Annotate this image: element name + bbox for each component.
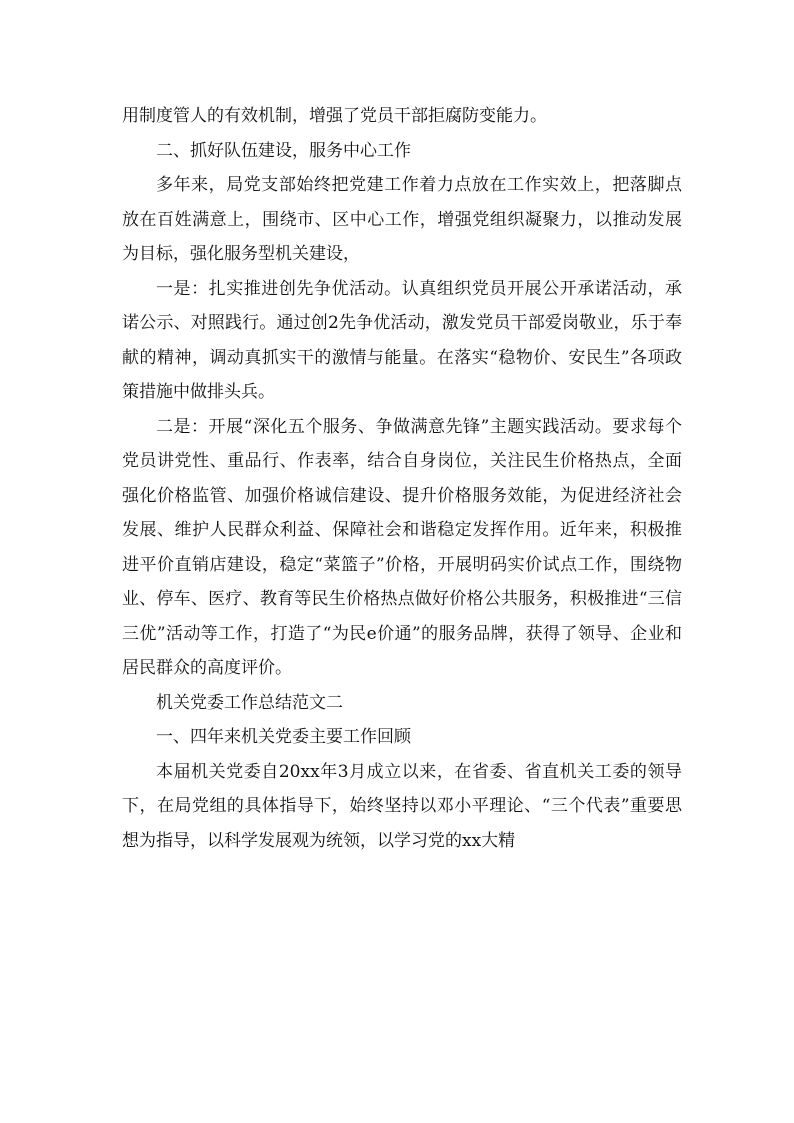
paragraph-point-one: 一是：扎实推进创先争优活动。认真组织党员开展公开承诺活动，承诺公示、对照践行。通过创2先争优活动，激发党员干部爱岗敬业，乐于奉献的精神，调动真抓实干的激情与能量。在落实“稳物价、安民生”各项政策措施中做排头兵。 [122,278,682,402]
document-subtitle: 机关党委工作总结范文二 [156,692,343,713]
paragraph-years-work: 多年来，局党支部始终把党建工作着力点放在工作实效上，把落脚点放在百姓满意上，围绕市、区中心工作，增强党组织凝聚力，以推动发展为目标，强化服务型机关建设， [122,175,682,264]
paragraph-intro: 本届机关党委自20xx年3月成立以来，在省委、省直机关工委的领导下，在局党组的具体指导下，始终坚持以邓小平理论、“三个代表”重要思想为指导，以科学发展观为统领，以学习党的xx大精 [122,761,682,851]
section-heading-team-building: 二、抓好队伍建设，服务中心工作 [156,140,411,161]
document-body [122,99,682,858]
section-heading-review: 一、四年来机关党委主要工作回顾 [156,727,411,747]
paragraph-continuation: 用制度管人的有效机制，增强了党员干部拒腐防变能力。 [122,106,547,126]
paragraph-point-two: 二是：开展“深化五个服务、争做满意先锋”主题实践活动。要求每个党员讲党性、重品行、作表率，结合自身岗位，关注民生价格热点，全面强化价格监管、加强价格诚信建设、提升价格服务效能，为促进经济社会发展、维护人民群众利益、保障社会和谐稳定发挥作用。近年来，积极推进平价直销店建设，稳定“菜篮子”价格，开展明码实价试点工作，围绕物业、停车、医疗、教育等民生价格热点做好价格公共服务，积极推进“三信三优”活动等工作，打造了“为民e价通”的服务品牌，获得了领导、企业和居民群众的高度评价。 [122,416,682,678]
